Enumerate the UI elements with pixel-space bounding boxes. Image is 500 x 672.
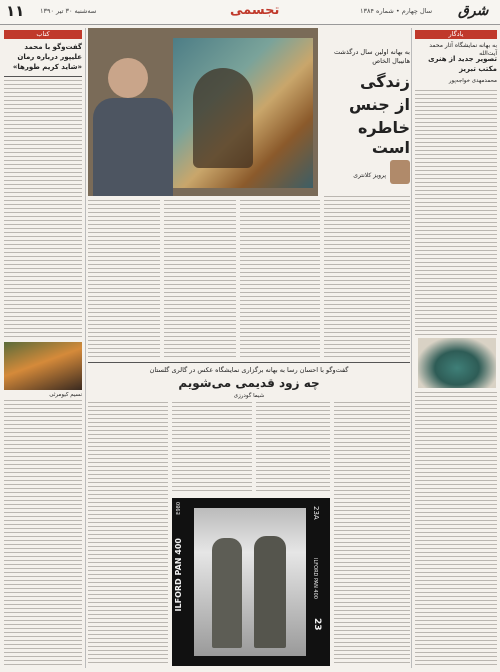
author-mugshot <box>390 160 410 184</box>
film-frame-number-right: 23A <box>312 506 320 520</box>
main-title-line2: از جنس <box>349 95 410 114</box>
artist-body <box>93 98 173 196</box>
main-body-col4 <box>324 196 410 358</box>
right-column-title: تصویر جدید از هنری مکتب تبریز <box>428 55 497 73</box>
issue-date: سه‌شنبه ۳۰ تیر ۱۳۹۰ <box>40 7 97 15</box>
section-divider <box>88 362 410 363</box>
main-title-line1: زندگی <box>360 72 410 91</box>
column-divider <box>85 28 86 668</box>
left-column-title: گفت‌وگو با محمد علیپور درباره رمان «شاید کریم طورها» <box>12 43 82 71</box>
right-column-body <box>415 90 497 336</box>
main-body-col2 <box>164 200 236 358</box>
main-body-col1 <box>88 200 160 358</box>
lower-kicker: گفت‌وگو با احسان رسا به بهانه برگزاری نمایشگاه عکس در گالری گلستان <box>149 366 349 374</box>
lower-body-col1 <box>88 402 168 666</box>
section-title: تجسمی <box>230 3 280 18</box>
divider <box>4 76 82 77</box>
lower-title: چه زود قدیمی می‌شویم <box>178 376 320 390</box>
film-edge-text-left: ILFORD PAN 400 <box>174 538 183 612</box>
film-frame-number: 23 <box>312 618 322 631</box>
right-column-author: محمدمهدی خواجه‌پور <box>448 78 497 84</box>
newspaper-logo: شرق <box>458 3 489 19</box>
film-edge-text-right: ILFORD PAN 400 <box>312 558 318 599</box>
artist-head <box>108 58 148 98</box>
column-divider-right <box>411 28 412 668</box>
soldier-left <box>212 538 242 648</box>
lower-body-col4 <box>334 402 410 666</box>
artifact-photo <box>418 338 496 388</box>
issue-number: سال چهارم • شماره ۱۳۸۴ <box>360 7 433 15</box>
soldier-right <box>254 536 286 648</box>
left-column-body <box>4 80 82 340</box>
right-column-tag: یادگار <box>415 30 497 39</box>
film-frame <box>194 508 306 656</box>
main-kicker: به بهانه اولین سال درگذشت هانیبال الخاص <box>334 48 410 65</box>
lower-author: شیما گودرزی <box>233 393 265 399</box>
author-photo-caption: نسیم کیومرثی <box>49 392 82 398</box>
author-photo <box>4 342 82 390</box>
right-column-body-2 <box>415 392 497 666</box>
left-column-tag: کتاب <box>4 30 82 39</box>
lower-body-col3 <box>256 402 330 494</box>
lower-body-col2 <box>172 402 252 494</box>
right-column-kicker: به بهانه نمایشگاه آثار محمد آیت‌الله <box>429 42 497 57</box>
film-small-code: E980 <box>176 502 182 515</box>
page-number: ۱۱ <box>6 2 25 20</box>
film-strip-photo <box>172 498 330 666</box>
artist-photo <box>88 28 318 196</box>
main-body-col3 <box>240 200 320 358</box>
painted-figure <box>193 68 253 168</box>
main-title-line3: خاطره است <box>357 118 410 157</box>
main-author: پرویز کلانتری <box>353 172 386 179</box>
left-column-body-2 <box>4 400 82 666</box>
